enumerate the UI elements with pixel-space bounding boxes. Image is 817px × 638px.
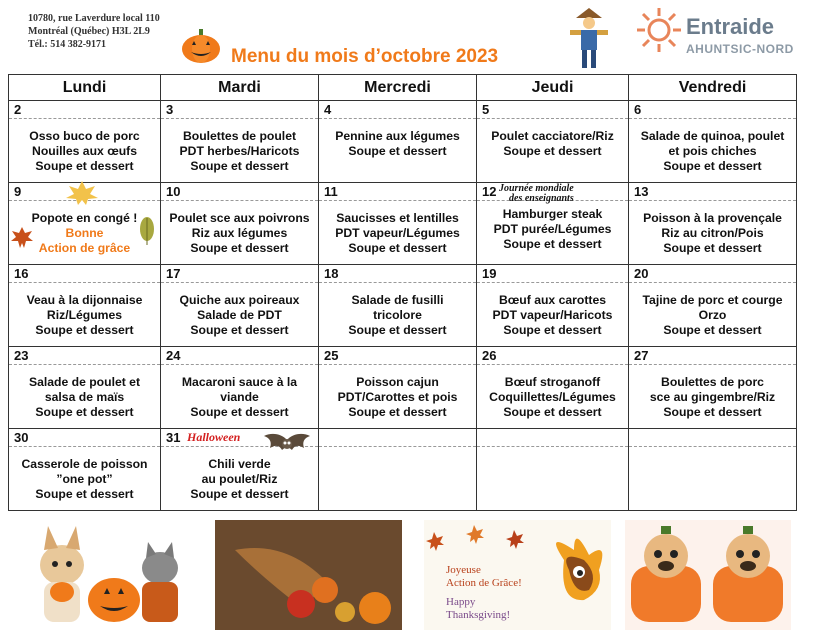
week-row <box>9 265 797 347</box>
day-cell <box>9 101 161 183</box>
menu-line: Soupe et dessert <box>503 323 602 337</box>
green-leaf-icon <box>138 216 156 246</box>
menu-text <box>161 119 318 174</box>
entraide-logo <box>634 4 804 62</box>
day-number <box>9 265 160 283</box>
day-number-text: 17 <box>166 266 181 281</box>
address-block <box>28 12 160 51</box>
holiday-line: Action de grâce <box>38 241 131 255</box>
menu-text <box>319 119 476 159</box>
weekday-header: Jeudi <box>477 75 629 101</box>
menu-line: viande <box>220 390 259 404</box>
day-number-text: 2 <box>14 102 22 117</box>
menu-line: Popote en congé ! <box>31 211 138 225</box>
menu-text <box>477 447 628 457</box>
menu-line: Soupe et dessert <box>190 159 289 173</box>
menu-line: Bœuf aux carottes <box>499 293 606 307</box>
greeting-line: Action de Grâce! <box>446 577 522 589</box>
menu-line: Saucisses et lentilles <box>336 211 459 225</box>
address-city: Montréal (Québec) H3L 2L9 <box>28 26 150 37</box>
day-number <box>319 265 476 283</box>
day-number <box>477 347 628 365</box>
day-cell <box>161 265 319 347</box>
day-cell <box>161 101 319 183</box>
menu-text <box>9 447 160 502</box>
day-number-text: 10 <box>166 184 181 199</box>
day-cell <box>9 429 161 511</box>
menu-line: Soupe et dessert <box>663 323 762 337</box>
menu-line: Riz aux légumes <box>191 226 288 240</box>
day-number <box>319 429 476 447</box>
menu-line: Soupe et dessert <box>348 241 447 255</box>
page-title: Menu du mois d’octobre 2023 <box>231 46 499 67</box>
week-row <box>9 101 797 183</box>
menu-text <box>9 119 160 174</box>
menu-line: Tajine de porc et courge <box>642 293 783 307</box>
menu-text <box>477 201 628 252</box>
menu-line: Soupe et dessert <box>348 323 447 337</box>
day-number <box>319 347 476 365</box>
week-row <box>9 347 797 429</box>
menu-text <box>477 365 628 420</box>
day-cell <box>319 101 477 183</box>
day-number-text: 26 <box>482 348 497 363</box>
menu-line: Soupe et dessert <box>190 241 289 255</box>
pugs-costume-photo <box>625 520 791 630</box>
menu-text <box>161 365 318 420</box>
address-street: 10780, rue Laverdure local 110 <box>28 13 160 24</box>
menu-line: Poulet sce aux poivrons <box>169 211 310 225</box>
day-number <box>629 183 796 201</box>
menu-line: Bœuf stroganoff <box>504 375 601 389</box>
pumpkin-icon <box>180 28 222 64</box>
day-number <box>319 101 476 119</box>
menu-line: Soupe et dessert <box>663 241 762 255</box>
menu-line: Riz/Légumes <box>46 308 123 322</box>
day-number-text: 3 <box>166 102 174 117</box>
day-cell <box>629 183 797 265</box>
day-number-text: 16 <box>14 266 29 281</box>
menu-calendar <box>8 74 797 511</box>
day-number <box>477 429 628 447</box>
menu-line: PDT purée/Légumes <box>493 222 612 236</box>
day-number-text: 27 <box>634 348 649 363</box>
day-number <box>9 347 160 365</box>
menu-line: Coquillettes/Légumes <box>489 390 616 404</box>
menu-line: au poulet/Riz <box>201 472 278 486</box>
menu-text <box>629 201 796 256</box>
day-cell <box>161 347 319 429</box>
menu-text <box>9 365 160 420</box>
menu-line: tricolore <box>373 308 422 322</box>
menu-line: Soupe et dessert <box>35 159 134 173</box>
menu-line: Salade de PDT <box>197 308 282 322</box>
halloween-label: Halloween <box>187 430 241 444</box>
week-row <box>9 429 797 511</box>
day-number-text: 5 <box>482 102 490 117</box>
day-number-text: 20 <box>634 266 649 281</box>
day-number-text: 31 <box>166 430 181 445</box>
day-number <box>629 429 796 447</box>
day-number <box>161 347 318 365</box>
menu-line: sce au gingembre/Riz <box>649 390 776 404</box>
note-line: Journée mondiale <box>499 183 574 194</box>
menu-line: Poisson à la provençale <box>643 211 782 225</box>
greeting-line: Happy <box>446 596 476 608</box>
weekday-header: Mardi <box>161 75 319 101</box>
menu-line: Poulet cacciatore/Riz <box>491 129 614 143</box>
day-number-text: 12 <box>482 184 497 199</box>
thanksgiving-card-photo <box>424 520 611 630</box>
day-number <box>319 183 476 201</box>
day-number-text: 19 <box>482 266 497 281</box>
menu-line: Chili verde <box>208 457 271 471</box>
day-cell <box>477 347 629 429</box>
menu-text <box>319 365 476 420</box>
greeting-line: Thanksgiving! <box>446 609 511 621</box>
menu-line: Riz au citron/Pois <box>661 226 764 240</box>
menu-text <box>629 447 796 457</box>
day-number-text: 25 <box>324 348 339 363</box>
menu-line: salsa de maïs <box>44 390 125 404</box>
week-row <box>9 183 797 265</box>
menu-line: Soupe et dessert <box>35 323 134 337</box>
menu-line: Pennine aux légumes <box>335 129 460 143</box>
cornucopia-photo <box>215 520 402 630</box>
menu-line: Casserole de poisson <box>21 457 148 471</box>
day-cell <box>477 183 629 265</box>
address-phone: Tél.: 514 382-9171 <box>28 39 107 50</box>
menu-line: Salade de quinoa, poulet <box>640 129 785 143</box>
day-number-text: 24 <box>166 348 181 363</box>
scarecrow-icon <box>566 6 612 70</box>
menu-line: Soupe et dessert <box>503 237 602 251</box>
weekday-header: Lundi <box>9 75 161 101</box>
day-cell <box>319 265 477 347</box>
menu-line: Soupe et dessert <box>190 487 289 501</box>
menu-line: Salade de poulet et <box>28 375 141 389</box>
day-cell <box>629 101 797 183</box>
menu-line: Soupe et dessert <box>35 487 134 501</box>
menu-line: Soupe et dessert <box>348 144 447 158</box>
day-cell <box>477 101 629 183</box>
menu-line: Hamburger steak <box>502 207 603 221</box>
day-number <box>477 183 628 204</box>
day-number <box>9 429 160 447</box>
menu-line: Poisson cajun <box>356 375 439 389</box>
special-day-note <box>499 184 574 204</box>
logo-subtitle: AHUNTSIC-NORD <box>686 42 794 56</box>
menu-text <box>9 283 160 338</box>
menu-line: PDT vapeur/Haricots <box>492 308 613 322</box>
note-line: des enseignants <box>509 193 574 204</box>
menu-text <box>477 119 628 159</box>
day-number <box>477 101 628 119</box>
day-number <box>629 347 796 365</box>
menu-line: Macaroni sauce à la <box>181 375 298 389</box>
menu-text <box>629 283 796 338</box>
sun-logo-icon <box>634 4 684 56</box>
empty-day-cell <box>629 429 797 511</box>
weekday-header: Vendredi <box>629 75 797 101</box>
weekday-header-row <box>9 75 797 101</box>
day-number <box>161 265 318 283</box>
menu-line: PDT herbes/Haricots <box>179 144 300 158</box>
menu-line: Boulettes de poulet <box>182 129 297 143</box>
menu-line: Soupe et dessert <box>503 144 602 158</box>
empty-day-cell <box>319 429 477 511</box>
menu-line: Nouilles aux œufs <box>32 144 137 158</box>
thanksgiving-greeting <box>446 564 522 622</box>
pets-pumpkins-photo <box>22 520 190 630</box>
logo-name: Entraide <box>686 14 775 39</box>
menu-text <box>477 283 628 338</box>
menu-text <box>319 447 476 457</box>
day-number-text: 11 <box>324 184 338 199</box>
day-number-text: 30 <box>14 430 29 445</box>
menu-line: Salade de fusilli <box>351 293 444 307</box>
day-number <box>161 101 318 119</box>
day-cell <box>319 347 477 429</box>
day-cell <box>9 347 161 429</box>
day-number <box>477 265 628 283</box>
menu-line: PDT/Carottes et pois <box>337 390 458 404</box>
autumn-leaf-icon <box>10 226 34 250</box>
day-cell <box>319 183 477 265</box>
day-cell <box>161 183 319 265</box>
day-cell <box>477 265 629 347</box>
menu-text <box>629 365 796 420</box>
day-number-text: 6 <box>634 102 642 117</box>
menu-line: Veau à la dijonnaise <box>26 293 143 307</box>
day-cell <box>9 265 161 347</box>
menu-text <box>161 201 318 256</box>
day-number-text: 23 <box>14 348 29 363</box>
menu-line: Soupe et dessert <box>663 405 762 419</box>
menu-text <box>629 119 796 174</box>
menu-line: Soupe et dessert <box>190 323 289 337</box>
bat-icon <box>262 430 312 460</box>
menu-line: ”one pot” <box>56 472 113 486</box>
menu-text <box>161 283 318 338</box>
day-number-text: 18 <box>324 266 339 281</box>
menu-line: Osso buco de porc <box>29 129 140 143</box>
weekday-header: Mercredi <box>319 75 477 101</box>
menu-text <box>319 283 476 338</box>
day-number <box>629 265 796 283</box>
menu-line: Soupe et dessert <box>503 405 602 419</box>
day-number <box>9 101 160 119</box>
day-number-text: 9 <box>14 184 22 199</box>
menu-line: Orzo <box>698 308 727 322</box>
day-number-text: 13 <box>634 184 649 199</box>
empty-day-cell <box>477 429 629 511</box>
menu-line: Soupe et dessert <box>663 159 762 173</box>
menu-line: Soupe et dessert <box>348 405 447 419</box>
day-cell <box>629 347 797 429</box>
menu-line: PDT vapeur/Légumes <box>335 226 460 240</box>
menu-line: Soupe et dessert <box>35 405 134 419</box>
day-cell <box>629 265 797 347</box>
menu-line: Quiche aux poireaux <box>179 293 300 307</box>
menu-line: et pois chiches <box>668 144 757 158</box>
greeting-line: Joyeuse <box>446 564 481 576</box>
day-number <box>629 101 796 119</box>
menu-text <box>319 201 476 256</box>
menu-line: Boulettes de porc <box>661 375 764 389</box>
maple-leaf-icon <box>64 180 100 206</box>
menu-line: Soupe et dessert <box>190 405 289 419</box>
day-number-text: 4 <box>324 102 332 117</box>
holiday-line: Bonne <box>65 226 104 240</box>
day-number <box>161 183 318 201</box>
